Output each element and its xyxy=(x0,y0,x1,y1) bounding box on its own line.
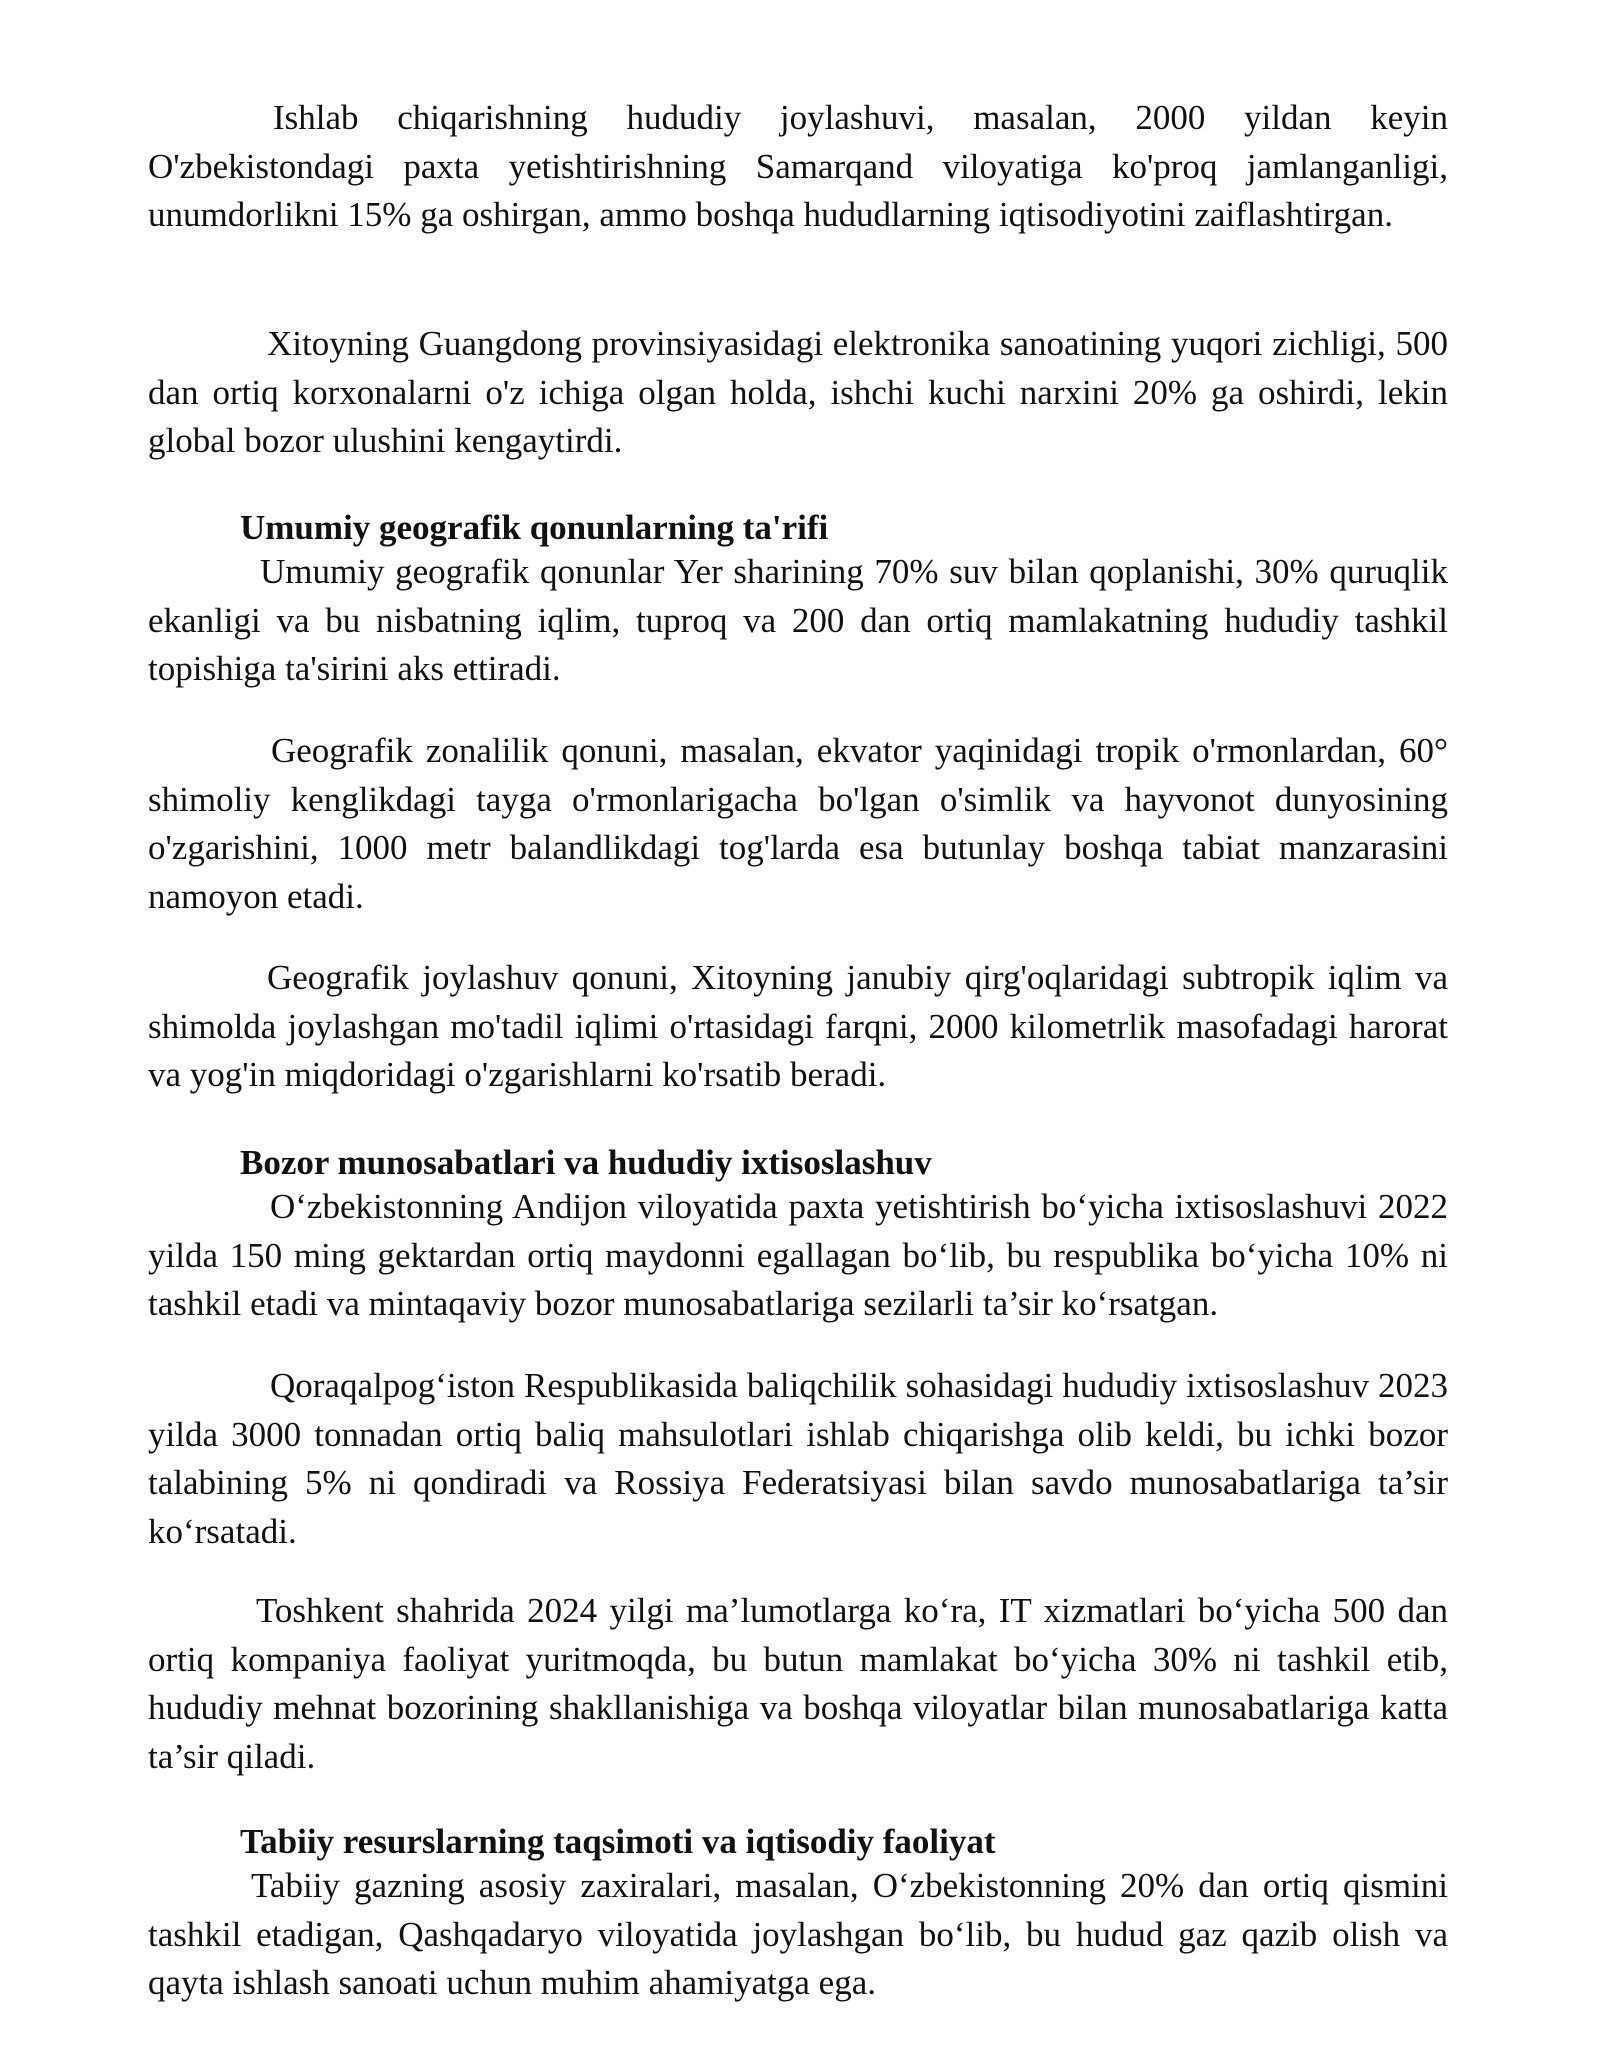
paragraph: Umumiy geografik qonunlar Yer sharining 70% suv bilan qoplanishi, 30% quruqlik ekanligi va bu nisbatning iqlim, tuproq va 200 dan ortiq mamlakatning hududiy tashkil topishiga ta'sirini aks ettiradi. xyxy=(148,552,1448,688)
paragraph: Geografik joylashuv qonuni, Xitoyning janubiy qirg'oqlaridagi subtropik iqlim va shimolda joylashgan mo'tadil iqlimi o'rtasidagi farqni, 2000 kilometrlik masofadagi harorat va yog'in miqdoridagi o'zgarishlarni ko'rsatib beradi. xyxy=(148,958,1448,1094)
paragraph: Qoraqalpog‘iston Respublikasida baliqchilik sohasidagi hududiy ixtisoslashuv 2023 yilda 3000 tonnadan ortiq baliq mahsulotlari ishlab chiqarishga olib keldi, bu ichki bozor talabining 5% ni qondiradi va Rossiya Federatsiyasi bilan savdo munosabatlariga ta’sir ko‘rsatadi. xyxy=(148,1366,1448,1551)
section-heading: Umumiy geografik qonunlarning ta'rifi xyxy=(240,508,829,547)
section-heading: Tabiiy resurslarning taqsimoti va iqtisodiy faoliyat xyxy=(240,1822,996,1861)
paragraph: Toshkent shahrida 2024 yilgi ma’lumotlarga ko‘ra, IT xizmatlari bo‘yicha 500 dan ortiq kompaniya faoliyat yuritmoqda, bu butun mamlakat bo‘yicha 30% ni tashkil etib, hududiy mehnat bozorining shakllanishiga va boshqa viloyatlar bilan munosabatlariga katta ta’sir qiladi. xyxy=(148,1591,1448,1776)
paragraph: O‘zbekistonning Andijon viloyatida paxta yetishtirish bo‘yicha ixtisoslashuvi 2022 yilda 150 ming gektardan ortiq maydonni egallagan bo‘lib, bu respublika bo‘yicha 10% ni tashkil etadi va mintaqaviy bozor munosabatlariga sezilarli ta’sir ko‘rsatgan. xyxy=(148,1187,1448,1323)
paragraph: Tabiiy gazning asosiy zaxiralari, masalan, O‘zbekistonning 20% dan ortiq qismini tashkil etadigan, Qashqadaryo viloyatida joylashgan bo‘lib, bu hudud gaz qazib olish va qayta ishlash sanoati uchun muhim ahamiyatga ega. xyxy=(148,1866,1448,2002)
section-heading: Bozor munosabatlari va hududiy ixtisoslashuv xyxy=(240,1143,932,1182)
paragraph: Xitoyning Guangdong provinsiyasidagi elektronika sanoatining yuqori zichligi, 500 dan ortiq korxonalarni o'z ichiga olgan holda, ishchi kuchi narxini 20% ga oshirdi, lekin global bozor ulushini kengaytirdi. xyxy=(148,324,1448,460)
paragraph: Ishlab chiqarishning hududiy joylashuvi, masalan, 2000 yildan keyin O'zbekistondagi paxta yetishtirishning Samarqand viloyatiga ko'proq jamlanganligi, unumdorlikni 15% ga oshirgan, ammo boshqa hududlarning iqtisodiyotini zaiflashtirgan. xyxy=(148,98,1448,234)
paragraph: Geografik zonalilik qonuni, masalan, ekvator yaqinidagi tropik o'rmonlardan, 60° shimoliy kenglikdagi tayga o'rmonlarigacha bo'lgan o'simlik va hayvonot dunyosining o'zgarishini, 1000 metr balandlikdagi tog'larda esa butunlay boshqa tabiat manzarasini namoyon etadi. xyxy=(148,731,1448,916)
